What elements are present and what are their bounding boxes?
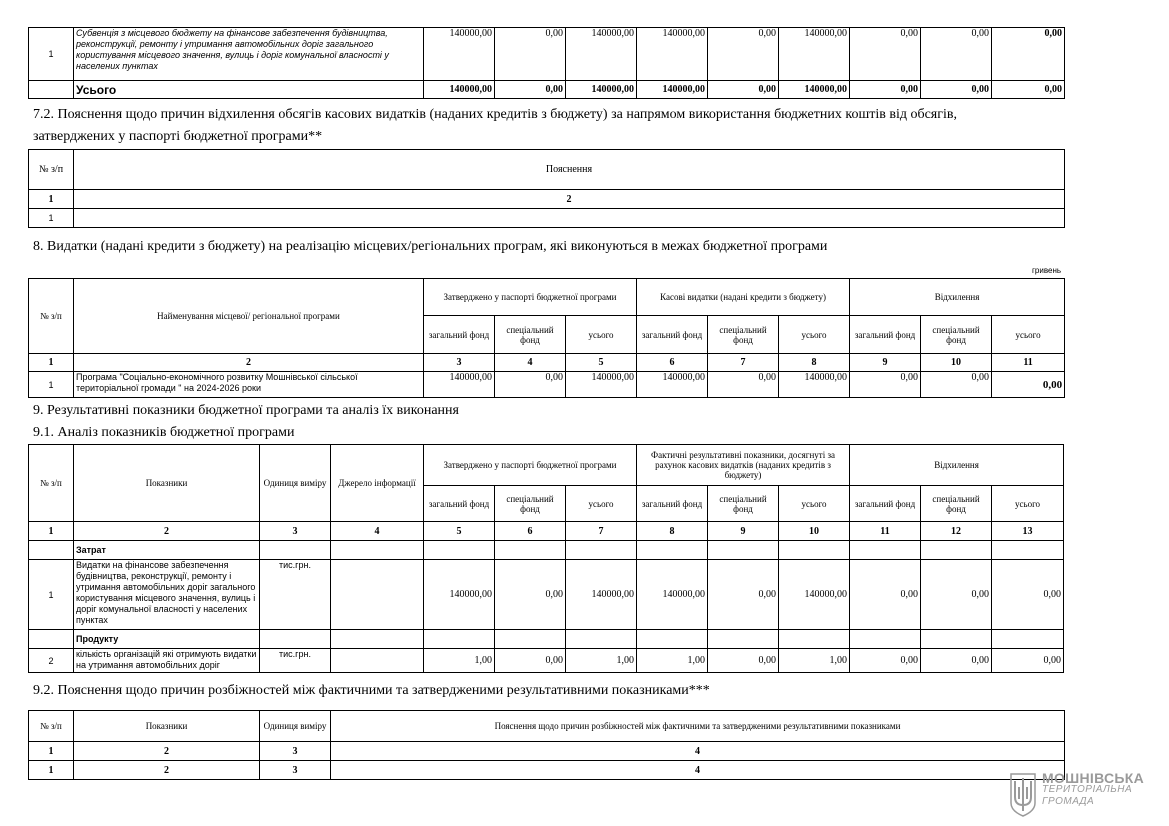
value-cell: 0,00 [992,649,1064,673]
col-indicators-header: Показники [74,711,260,742]
category-label: Продукту [74,630,260,649]
group-approved-header: Затверджено у паспорті бюджетної програми [424,279,637,316]
index-row [29,354,1065,372]
index-cell: 1 [29,522,74,541]
value-cell: 0,00 [992,372,1065,398]
value-cell: 0,00 [850,560,921,630]
value-cell: 140000,00 [637,81,708,99]
table-8 [28,278,1065,398]
currency-unit: гривень [1032,266,1062,275]
value-cell: 0,00 [708,81,779,99]
index-cell: 2 [74,742,260,761]
unit-cell: 3 [260,761,331,780]
value-cell: 140000,00 [566,28,637,81]
value-cell: 0,00 [992,560,1064,630]
index-cell: 3 [260,522,331,541]
table-header-row [29,279,1065,316]
category-row [29,541,1064,560]
row-number: 1 [29,209,74,228]
value-cell: 0,00 [708,372,779,398]
indicator-cell: 2 [74,761,260,780]
index-cell: 10 [921,354,992,372]
value-cell: 140000,00 [424,81,495,99]
sub-total: усього [779,486,850,522]
sub-total: усього [779,316,850,354]
table-header-row [29,445,1064,486]
sub-general-fund: загальний фонд [637,486,708,522]
unit-cell: тис.грн. [260,649,331,673]
value-cell: 0,00 [921,649,992,673]
value-cell: 0,00 [850,372,921,398]
community-logo [1010,772,1165,818]
sub-total: усього [566,316,637,354]
index-cell: 7 [708,354,779,372]
explanation-cell: 4 [331,761,1065,780]
sub-general-fund: загальний фонд [850,486,921,522]
col-source-header: Джерело інформації [331,445,424,522]
table-header-row [29,150,1065,190]
row-name: Субвенція з місцевого бюджету на фінансове забезпечення будівництва, реконструкції, ремонту і утримання автомобільних доріг загального користування місцевого значення, вулиць і доріг комунальної власності у населених пунктах [74,28,424,81]
value-cell: 1,00 [424,649,495,673]
value-cell: 0,00 [992,81,1065,99]
row-number: 1 [29,28,74,81]
program-name: Програма "Соціально-економічного розвитку Мошнівської сільської територіальної громади " на 2024-2026 роки [74,372,424,398]
sub-general-fund: загальний фонд [850,316,921,354]
section-72-heading: 7.2. Пояснення щодо причин відхилення обсягів касових видатків (наданих кредитів з бюджету) за напрямом використання бюджетних коштів від обсягів, затверджених у паспорті бюджетної програми** [33,107,957,144]
logo-line-2: ТЕРИТОРІАЛЬНА [1042,784,1133,795]
row-number: 1 [29,761,74,780]
trident-emblem-icon [1010,773,1036,817]
index-cell: 13 [992,522,1064,541]
index-cell: 1 [29,354,74,372]
value-cell: 0,00 [921,560,992,630]
value-cell: 0,00 [495,28,566,81]
value-cell: 140000,00 [779,28,850,81]
sub-special-fund: спеціальний фонд [495,486,566,522]
value-cell: 0,00 [495,560,566,630]
col-program-name-header: Найменування місцевої/ регіональної програми [74,279,424,354]
col-unit-header: Одиниця виміру [260,445,331,522]
index-cell: 9 [708,522,779,541]
group-deviation-header: Відхилення [850,445,1064,486]
value-cell: 0,00 [921,28,992,81]
index-cell: 1 [29,190,74,209]
index-cell: 5 [424,522,495,541]
value-cell: 140000,00 [779,372,850,398]
row-number [29,81,74,99]
section-8-heading: 8. Видатки (надані кредити з бюджету) на реалізацію місцевих/регіональних програм, які виконуються в межах бюджетної програми [33,239,828,254]
sub-special-fund: спеціальний фонд [708,486,779,522]
value-cell: 140000,00 [637,560,708,630]
logo-line-1: МОШНІВСЬКА [1042,770,1145,786]
index-cell: 4 [331,742,1065,761]
index-cell: 4 [331,522,424,541]
category-label: Затрат [74,541,260,560]
index-cell: 1 [29,742,74,761]
table-top [28,27,1065,99]
value-cell: 0,00 [495,649,566,673]
value-cell: 0,00 [921,81,992,99]
index-cell: 4 [495,354,566,372]
value-cell: 140000,00 [637,28,708,81]
col-unit-header: Одиниця виміру [260,711,331,742]
col-explanation-header: Пояснення щодо причин розбіжностей між фактичними та затвердженими результативними показниками [331,711,1065,742]
table-row [29,761,1065,780]
index-row [29,190,1065,209]
group-approved-header: Затверджено у паспорті бюджетної програми [424,445,637,486]
table-row [29,560,1064,630]
indicator-name: кількість організацій які отримують видатки на утримання автомобільних доріг [74,649,260,673]
sub-total: усього [566,486,637,522]
index-cell: 2 [74,354,424,372]
table-row [29,372,1065,398]
index-cell: 5 [566,354,637,372]
index-cell: 11 [992,354,1065,372]
table-72 [28,149,1065,228]
sub-special-fund: спеціальний фонд [921,486,992,522]
index-cell: 10 [779,522,850,541]
section-92-heading: 9.2. Пояснення щодо причин розбіжностей між фактичними та затвердженими результативними показниками*** [33,683,710,698]
category-row [29,630,1064,649]
sub-total: усього [992,316,1065,354]
sub-special-fund: спеціальний фонд [495,316,566,354]
sub-special-fund: спеціальний фонд [921,316,992,354]
value-cell: 0,00 [850,649,921,673]
sub-special-fund: спеціальний фонд [708,316,779,354]
value-cell: 0,00 [921,372,992,398]
section-9-heading: 9. Результативні показники бюджетної програми та аналіз їх виконання [33,403,459,418]
index-row [29,522,1064,541]
index-cell: 11 [850,522,921,541]
col-number-header: № з/п [29,279,74,354]
table-row [29,649,1064,673]
index-cell: 8 [779,354,850,372]
sub-general-fund: загальний фонд [637,316,708,354]
section-91-heading: 9.1. Аналіз показників бюджетної програми [33,425,295,440]
value-cell: 0,00 [495,81,566,99]
value-cell: 140000,00 [637,372,708,398]
row-number: 2 [29,649,74,673]
total-label: Усього [74,81,424,99]
value-cell: 140000,00 [424,28,495,81]
value-cell: 140000,00 [779,560,850,630]
table-92 [28,710,1065,780]
index-cell: 12 [921,522,992,541]
index-cell: 7 [566,522,637,541]
group-cash-expenses-header: Касові видатки (надані кредити з бюджету) [637,279,850,316]
value-cell: 0,00 [495,372,566,398]
index-cell: 3 [260,742,331,761]
unit-cell: тис.грн. [260,560,331,630]
indicator-name: Видатки на фінансове забезпечення будівництва, реконструкції, ремонту і утримання автомобільних доріг загального користування місцевого значення, вулиць і доріг комунальної власності у населених пунктах [74,560,260,630]
sub-general-fund: загальний фонд [424,486,495,522]
logo-line-3: ГРОМАДА [1042,796,1095,807]
index-cell: 2 [74,522,260,541]
col-indicators-header: Показники [74,445,260,522]
index-row [29,742,1065,761]
value-cell: 140000,00 [424,372,495,398]
col-explanation-header: Пояснення [74,150,1065,190]
value-cell: 1,00 [779,649,850,673]
table-row [29,209,1065,228]
value-cell: 0,00 [850,28,921,81]
value-cell: 0,00 [992,28,1065,81]
value-cell: 140000,00 [566,81,637,99]
value-cell: 140000,00 [424,560,495,630]
source-cell [331,649,424,673]
source-cell [331,560,424,630]
index-cell: 9 [850,354,921,372]
col-number-header: № з/п [29,445,74,522]
table-91 [28,444,1064,673]
value-cell: 140000,00 [566,560,637,630]
table-row [29,28,1065,81]
sub-general-fund: загальний фонд [424,316,495,354]
table-header-row [29,711,1065,742]
row-number: 1 [29,372,74,398]
value-cell: 0,00 [708,649,779,673]
value-cell: 140000,00 [779,81,850,99]
value-cell: 140000,00 [566,372,637,398]
explanation-cell [74,209,1065,228]
value-cell: 1,00 [566,649,637,673]
group-actual-header: Фактичні результативні показники, досягнуті за рахунок касових видатків (наданих кредитів з бюджету) [637,445,850,486]
value-cell: 0,00 [708,28,779,81]
index-cell: 6 [637,354,708,372]
sub-total: усього [992,486,1064,522]
group-deviation-header: Відхилення [850,279,1065,316]
total-row [29,81,1065,99]
value-cell: 1,00 [637,649,708,673]
value-cell: 0,00 [850,81,921,99]
index-cell: 3 [424,354,495,372]
index-cell: 8 [637,522,708,541]
index-cell: 6 [495,522,566,541]
col-number-header: № з/п [29,711,74,742]
index-cell: 2 [74,190,1065,209]
row-number: 1 [29,560,74,630]
value-cell: 0,00 [708,560,779,630]
col-number-header: № з/п [29,150,74,190]
